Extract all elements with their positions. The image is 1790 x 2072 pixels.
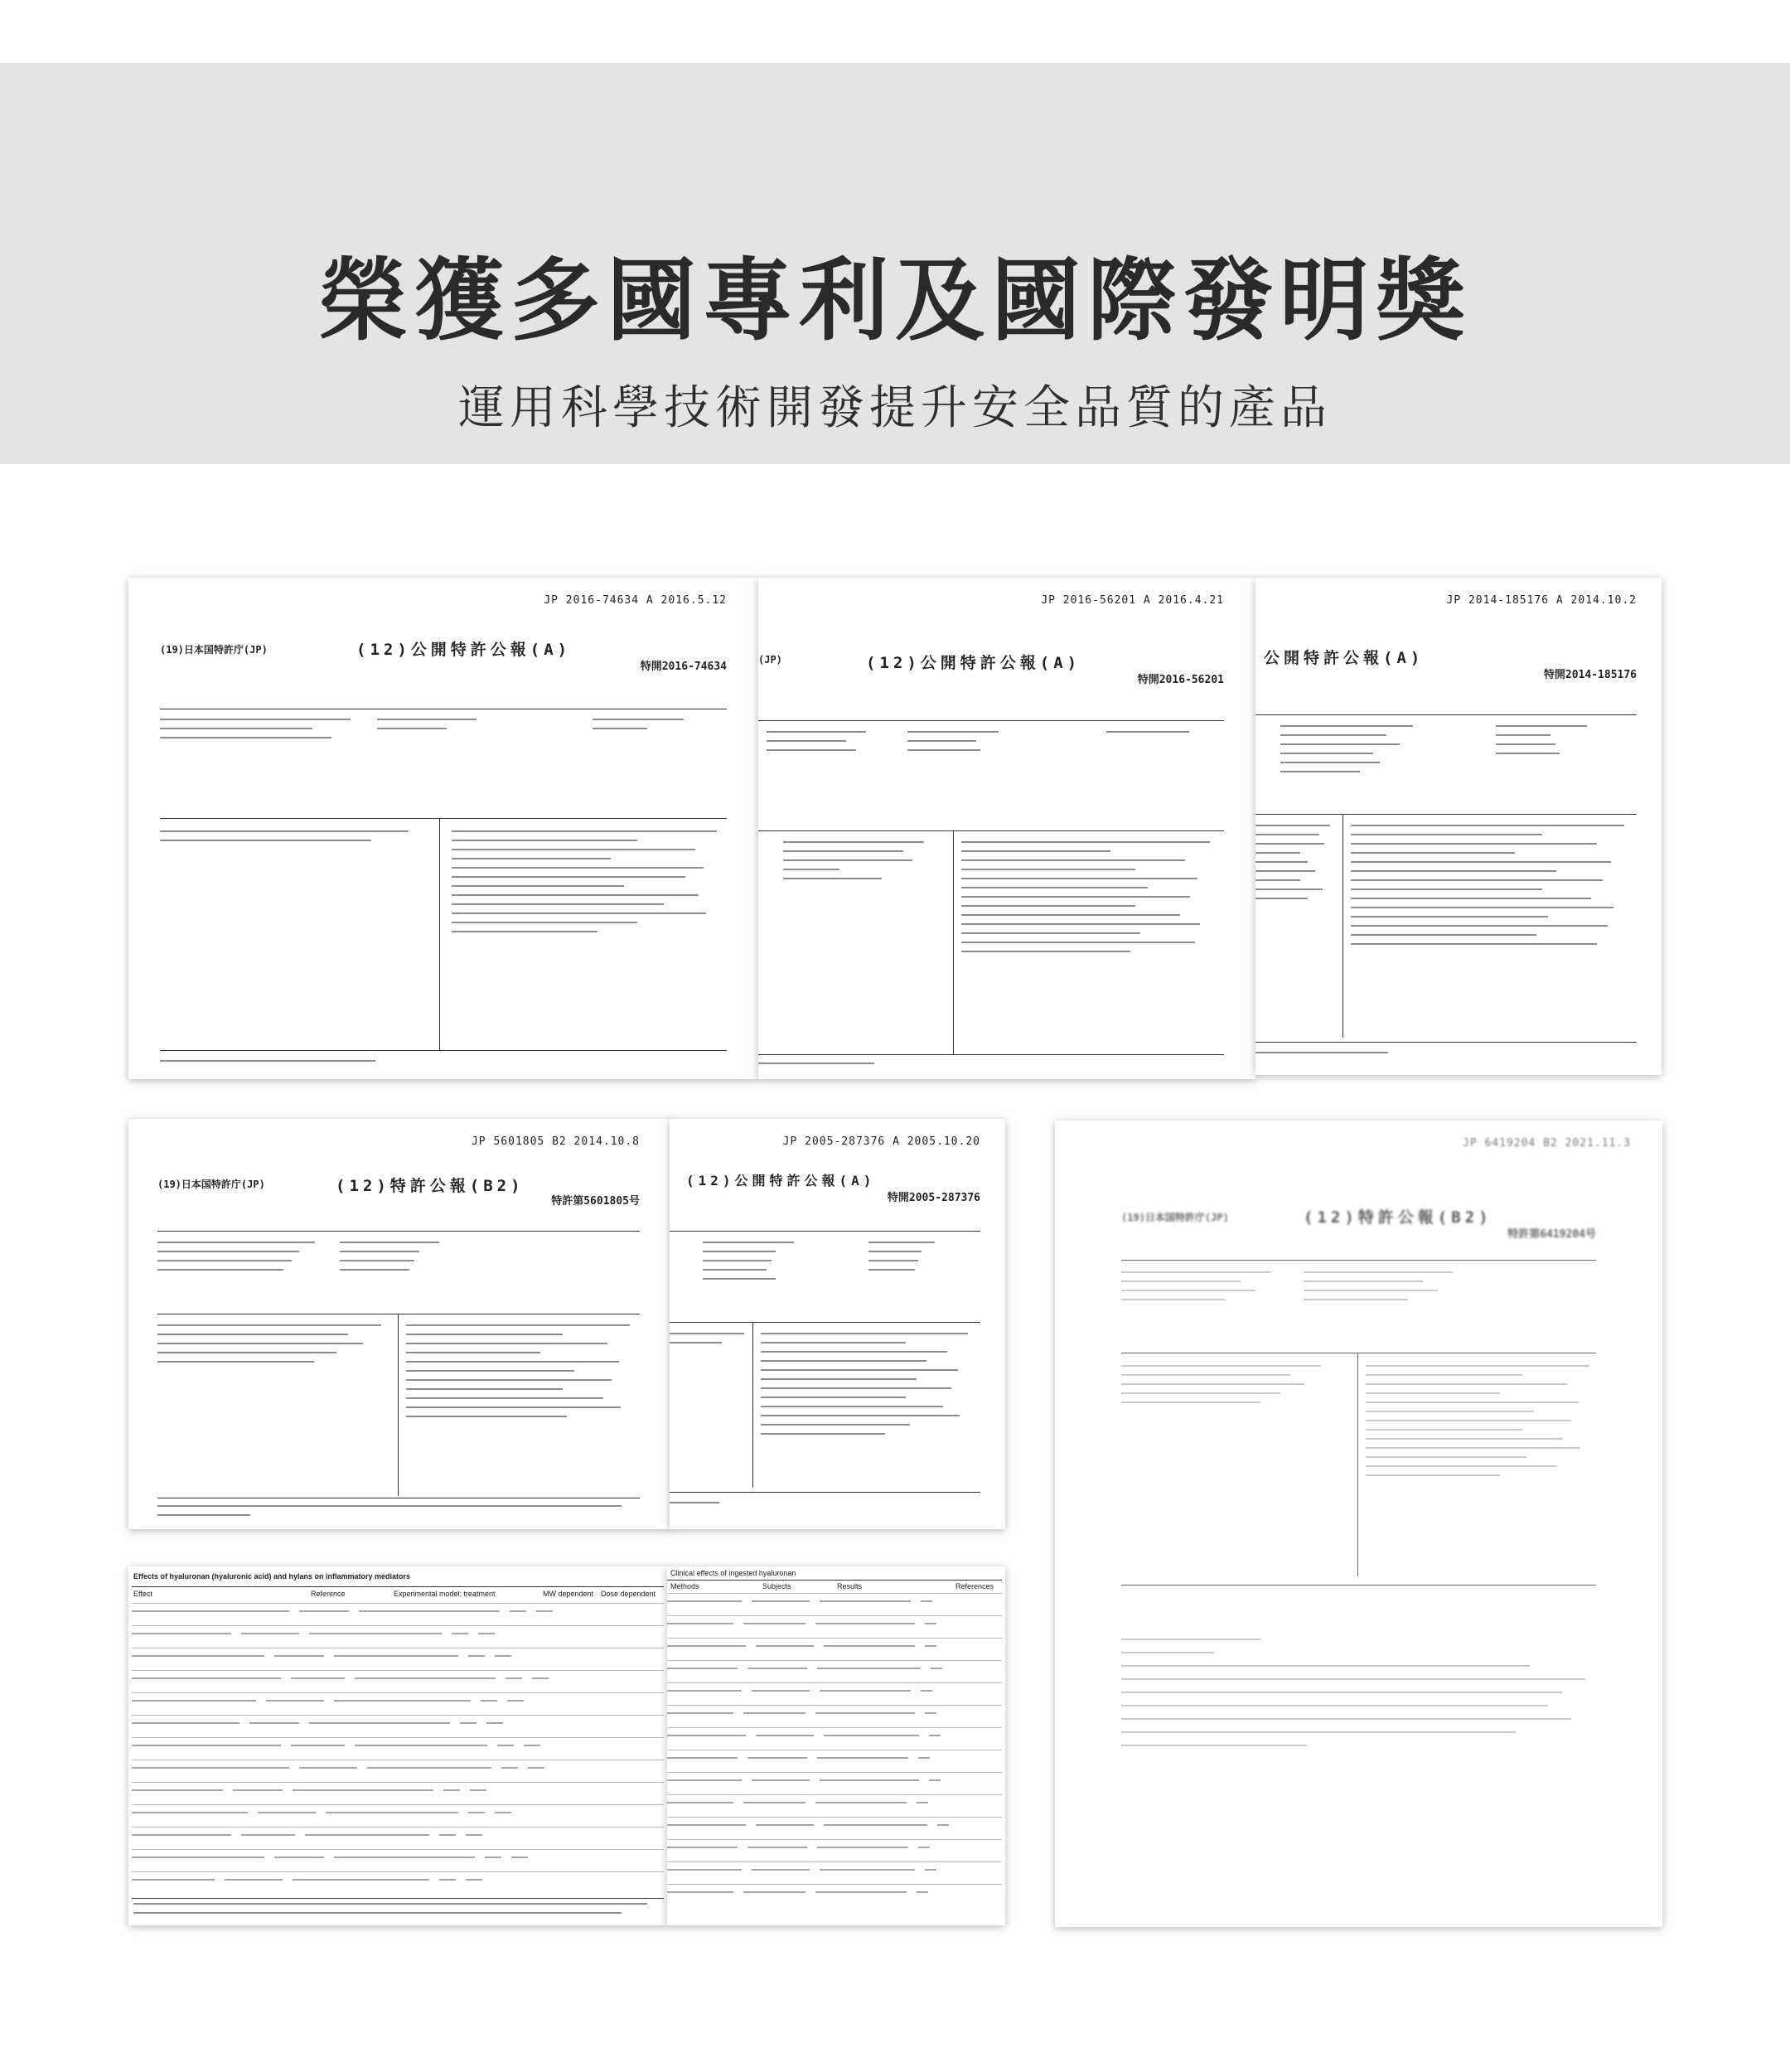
divider bbox=[1357, 1353, 1358, 1576]
divider bbox=[132, 1898, 664, 1899]
patent-header-number: JP 2014-185176 A 2014.10.2 bbox=[1446, 594, 1637, 607]
applicant-lines bbox=[1366, 1365, 1589, 1484]
patent-header-number: JP 6419204 B2 2021.11.3 bbox=[1462, 1137, 1631, 1150]
applicant-lines bbox=[961, 841, 1210, 960]
patent-number: 特開2005-287376 bbox=[887, 1192, 980, 1204]
applicant-lines bbox=[452, 830, 717, 940]
application-lines bbox=[160, 830, 409, 849]
classification-lines bbox=[1121, 1271, 1270, 1308]
patent-header-number: JP 2016-56201 A 2016.4.21 bbox=[1041, 594, 1224, 607]
divider bbox=[1255, 814, 1637, 815]
divider bbox=[439, 818, 440, 1050]
column-effect: Effect bbox=[133, 1590, 152, 1598]
patent-title: 公開特許公報(A) bbox=[1264, 649, 1425, 667]
patent-document-6 bbox=[1055, 1121, 1662, 1927]
patent-number: 特許第5601805号 bbox=[551, 1195, 640, 1208]
divider bbox=[1255, 714, 1637, 715]
table-rows bbox=[132, 1603, 664, 1894]
divider bbox=[160, 1050, 727, 1051]
patent-title: (12)特許公報(B2) bbox=[1304, 1208, 1492, 1227]
table-footnote bbox=[133, 1903, 647, 1921]
patent-header-number: JP 5601805 B2 2014.10.8 bbox=[471, 1135, 640, 1148]
invention-name-line bbox=[160, 1060, 375, 1069]
patent-document-4 bbox=[128, 1119, 671, 1529]
fi-lines bbox=[703, 1242, 794, 1287]
table-rows bbox=[667, 1593, 1002, 1906]
divider bbox=[953, 830, 954, 1054]
application-lines bbox=[783, 841, 924, 887]
fi-lines bbox=[377, 719, 477, 737]
column-methods: Methods bbox=[670, 1582, 699, 1590]
theme-code-lines bbox=[868, 1242, 935, 1278]
patent-number: 特開2016-56201 bbox=[1137, 674, 1224, 686]
divider bbox=[398, 1314, 399, 1496]
application-lines bbox=[157, 1324, 381, 1370]
column-subjects: Subjects bbox=[762, 1582, 791, 1590]
page-title: 榮獲多國專利及國際發明獎 bbox=[317, 249, 1472, 353]
patent-office: (19)日本国特許庁(JP) bbox=[160, 644, 268, 656]
fi-lines bbox=[907, 731, 999, 758]
theme-code-lines bbox=[1496, 725, 1587, 762]
patent-office: (19)日本国特許庁(JP) bbox=[157, 1179, 265, 1190]
patent-document-2 bbox=[758, 578, 1255, 1079]
classification-lines bbox=[767, 731, 866, 758]
divider bbox=[1121, 1260, 1596, 1261]
divider bbox=[758, 720, 1224, 721]
applicant-lines bbox=[761, 1333, 968, 1442]
column-model: Experimental model; treatment bbox=[394, 1590, 496, 1598]
divider bbox=[670, 1231, 980, 1232]
application-lines bbox=[1121, 1365, 1320, 1411]
patent-number: 特開2014-185176 bbox=[1543, 669, 1637, 681]
patent-document-3 bbox=[1255, 578, 1662, 1075]
classification-lines bbox=[160, 719, 351, 746]
patent-header-number: JP 2005-287376 A 2005.10.20 bbox=[782, 1135, 980, 1148]
divider bbox=[1342, 814, 1343, 1038]
patent-title: (12)公開特許公報(A) bbox=[356, 641, 572, 659]
patent-document-5 bbox=[670, 1119, 1005, 1529]
fi-lines bbox=[340, 1242, 439, 1278]
patent-number: 特許第6419204号 bbox=[1507, 1228, 1596, 1241]
fi-lines bbox=[1304, 1271, 1453, 1308]
theme-code-lines bbox=[1106, 731, 1189, 740]
patent-title: (12)特許公報(B2) bbox=[336, 1177, 525, 1195]
patent-document-1 bbox=[128, 578, 758, 1079]
classification-lines bbox=[157, 1242, 315, 1278]
page-subtitle: 運用科學技術開發提升安全品質的產品 bbox=[458, 381, 1332, 435]
claims-lines bbox=[1121, 1639, 1585, 1758]
patent-office: (JP) bbox=[758, 654, 782, 666]
invention-name-line bbox=[670, 1502, 719, 1511]
divider bbox=[670, 1322, 980, 1323]
application-lines bbox=[670, 1333, 744, 1351]
divider bbox=[670, 1492, 980, 1493]
theme-code-lines bbox=[593, 719, 684, 737]
application-lines bbox=[1255, 825, 1330, 907]
invention-name-line bbox=[1255, 1052, 1388, 1061]
patent-header-number: JP 2016-74634 A 2016.5.12 bbox=[544, 594, 727, 607]
divider bbox=[752, 1322, 753, 1488]
divider bbox=[160, 818, 727, 819]
research-table-document-2 bbox=[667, 1566, 1005, 1925]
invention-name-line bbox=[157, 1505, 622, 1523]
applicant-lines bbox=[1351, 825, 1624, 952]
patent-title: (12)公開特許公報(A) bbox=[686, 1173, 876, 1188]
divider bbox=[157, 1231, 640, 1232]
divider bbox=[132, 1586, 664, 1587]
hero-banner bbox=[0, 63, 1790, 464]
column-mw: MW dependent bbox=[543, 1590, 594, 1598]
fi-lines bbox=[1280, 725, 1413, 780]
table-title: Effects of hyaluronan (hyaluronic acid) and hylans on inflammatory mediators bbox=[133, 1572, 411, 1581]
column-results: Results bbox=[837, 1582, 863, 1590]
table-title: Clinical effects of ingested hyaluronan bbox=[670, 1569, 796, 1577]
research-table-document-1 bbox=[128, 1566, 667, 1925]
column-references: References bbox=[955, 1582, 994, 1590]
divider bbox=[667, 1580, 1002, 1581]
divider bbox=[758, 1054, 1224, 1055]
applicant-lines bbox=[406, 1324, 630, 1425]
patent-number: 特開2016-74634 bbox=[640, 661, 727, 673]
column-reference: Reference bbox=[311, 1590, 346, 1598]
patent-title: (12)公開特許公報(A) bbox=[866, 654, 1081, 672]
divider bbox=[1255, 1042, 1637, 1043]
patent-office: (19)日本国特許庁(JP) bbox=[1121, 1212, 1229, 1223]
column-dose: Dose dependent bbox=[601, 1590, 656, 1598]
divider bbox=[758, 830, 1224, 831]
invention-name-line bbox=[758, 1063, 874, 1072]
